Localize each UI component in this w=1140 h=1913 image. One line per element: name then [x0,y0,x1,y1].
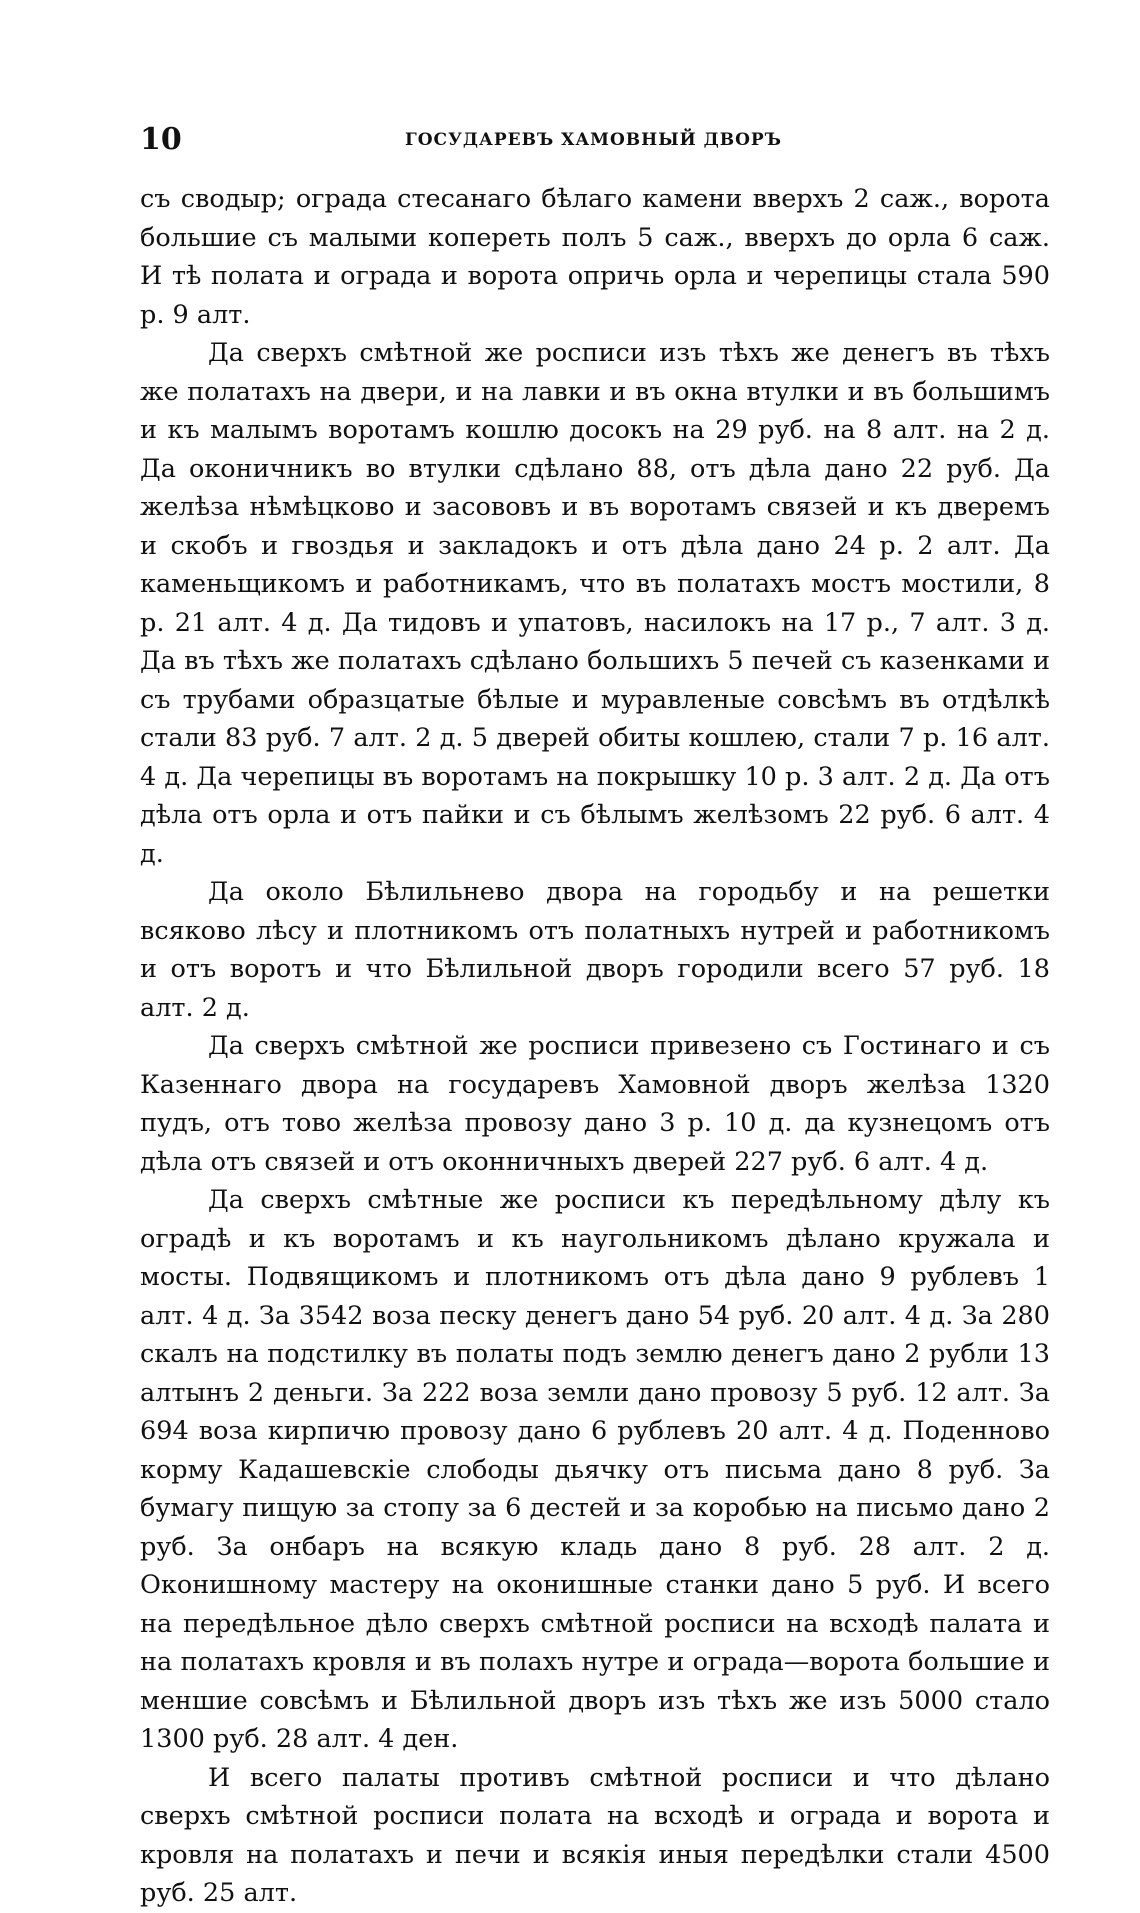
paragraph: Да около Бѣлильнево двора на городьбу и на решетки всяково лѣсу и плотникомъ отъ полатныхъ нутрей и работникомъ и отъ воротъ и что Бѣлильной дворъ городили всего 57 руб. 18 алт. 2 д. [140,877,1050,1023]
running-title: ГОСУДАРЕВЪ ХАМОВНЫЙ ДВОРЪ [405,130,782,150]
paragraph: Да сверхъ смѣтной же росписи привезено съ Гостинаго и съ Казеннаго двора на государевъ Хамовной дворъ желѣза 1320 пудъ, отъ тово желѣза провозу дано 3 р. 10 д. да кузнецомъ отъ дѣла отъ связей и отъ оконничныхъ дверей 227 руб. 6 алт. 4 д. [140,1031,1050,1177]
paragraph: Да сверхъ смѣтной же росписи изъ тѣхъ же денегъ въ тѣхъ же полатахъ на двери, и на лавки и въ окна втулки и въ большимъ и къ малымъ воротамъ кошлю досокъ на 29 руб. на 8 алт. на 2 д. Да оконичникъ во втулки сдѣлано 88, отъ дѣла дано 22 руб. Да желѣза нѣмѣцково и засововъ и въ воротамъ связей и къ дверемъ и скобъ и гвоздья и закладокъ и отъ дѣла дано 24 р. 2 алт. Да каменьщикомъ и работникамъ, что въ полатахъ мостъ мостили, 8 р. 21 алт. 4 д. Да тидовъ и упатовъ, насилокъ на 17 р., 7 алт. 3 д. Да въ тѣхъ же полатахъ сдѣлано большихъ 5 печей съ казенками и съ трубами образцатые бѣлые и муравленые совсѣмъ въ отдѣлкѣ стали 83 руб. 7 алт. 2 д. 5 дверей обиты кошлею, стали 7 р. 16 алт. 4 д. Да черепицы въ воротамъ на покрышку 10 р. 3 алт. 2 д. Да отъ дѣла отъ орла и отъ пайки и съ бѣлымъ желѣзомъ 22 руб. 6 алт. 4 д. [140,338,1050,869]
body-text [140,180,1050,1913]
paragraph: Да сверхъ смѣтные же росписи къ передѣльному дѣлу къ оградѣ и къ воротамъ и къ наугольникомъ дѣлано кружала и мосты. Подвящикомъ и плотникомъ отъ дѣла дано 9 рублевъ 1 алт. 4 д. За 3542 воза песку денегъ дано 54 руб. 20 алт. 4 д. За 280 скалъ на подстилку въ полаты подъ землю денегъ дано 2 рубли 13 алтынъ 2 деньги. За 222 воза земли дано провозу 5 руб. 12 алт. За 694 воза кирпичю провозу дано 6 рублевъ 20 алт. 4 д. Поденново корму Кадашевскіе слободы дьячку отъ письма дано 8 руб. За бумагу пищую за стопу за 6 дестей и за коробью на письмо дано 2 руб. За онбаръ на всякую кладь дано 8 руб. 28 алт. 2 д. Оконишному мастеру на оконишные станки дано 5 руб. И всего на передѣльное дѣло сверхъ смѣтной росписи на всходѣ палата и на полатахъ кровля и въ полахъ нутре и ограда—ворота большие и меншие совсѣмъ и Бѣлильной дворъ изъ тѣхъ же изъ 5000 стало 1300 руб. 28 алт. 4 ден. [140,1185,1050,1754]
paragraph: И всего палаты противъ смѣтной росписи и что дѣлано сверхъ смѣтной росписи полата на всходѣ и ограда и ворота и кровля на полатахъ и печи и всякія иныя передѣлки стали 4500 руб. 25 алт. [140,1762,1050,1908]
paragraph: съ сводыр; ограда стесанаго бѣлаго камени вверхъ 2 саж., ворота большие съ малыми копереть полъ 5 саж., вверхъ до орла 6 саж. И тѣ полата и ограда и ворота опричь орла и черепицы стала 590 р. 9 алт. [140,184,1050,330]
page-number: 10 [140,122,182,157]
running-head [140,122,1050,162]
